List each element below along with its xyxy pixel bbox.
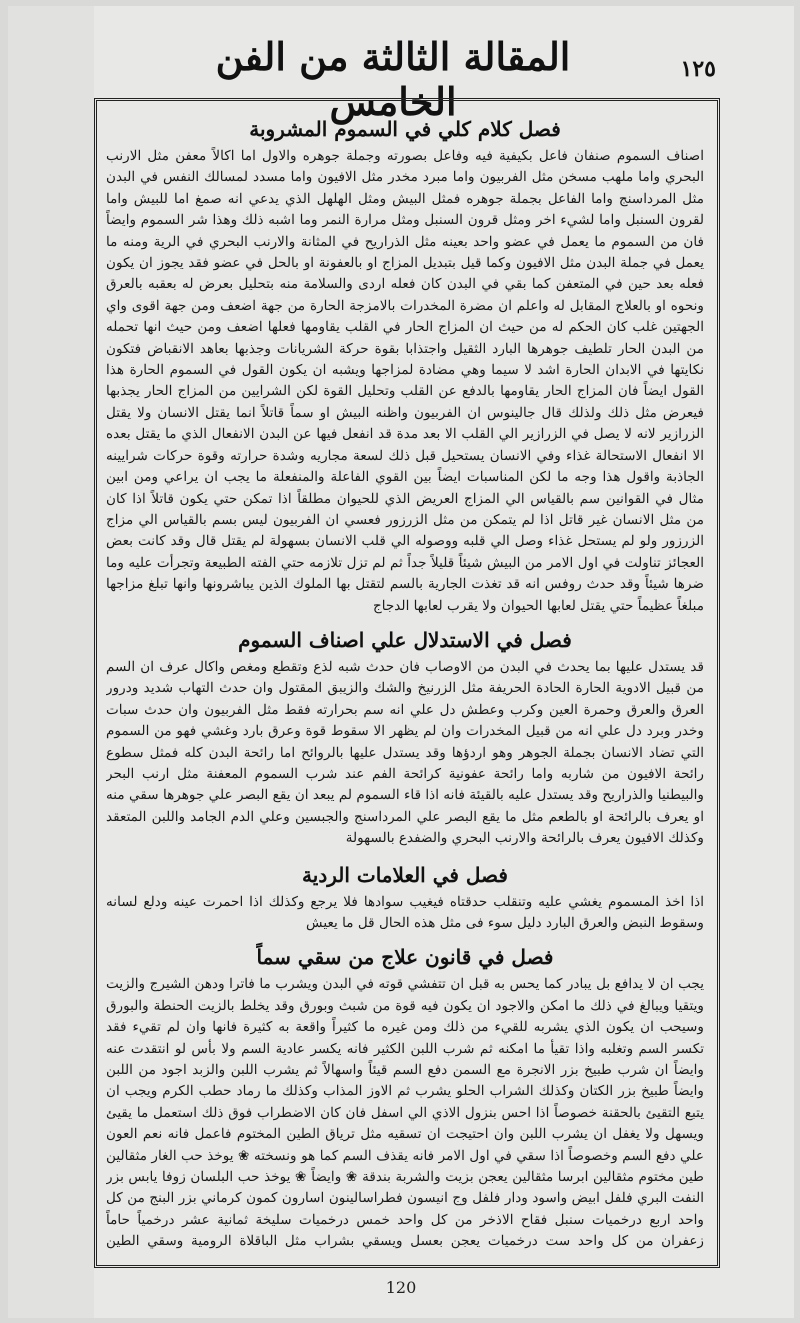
- section-poison-identification: [106, 627, 704, 850]
- page-number-bottom: 120: [385, 1278, 417, 1297]
- section-paragraph: قد يستدل عليها بما يحدث في البدن من الاوصاب فان حدث شبه لذع وتقطع ومغص واكال عرف ان السم من قبيل الادوية الحارة الحادة الحريفة مثل الزرنيخ والشك والزيبق المقتول وان حدث التهاب شديد ودرور العرق والعرق وحمرة العين وكرب وعطش دل علي انه سم بحرارته فقط مثل الفربيون وان حدث سبات وخدر وبرد دل علي انه من قبيل المخدرات وان لم يظهر الا سقوط قوة وعرق بارد وغشي فهو من السموم التي تضاد الانسان بجملة الجوهر وهو اردؤها وقد يستدل عليها بالروائح اما رائحة البدن كله فمثل سطوع رائحة الافيون من شاربه واما رائحة عفونية كرائحة الفم عند شرب السموم المعفنة مثل ارنب البحر والبيطنيا والذراريح وقد يستدل عليه بالقيئة فانه اذا قاء السموم لم يبعد ان يقع البصر علي جوهرها سقي منه او يعرف بالرائحة او بالطعم مثل ما يقع البصر علي المرداسنج والجبسين وعلي الدم الجامد واللبن المتعقد وكذلك الافيون يعرف بالرائحة والارنب البحري والضفدع بالسهولة: [106, 658, 704, 847]
- page-margin: [8, 6, 94, 1318]
- running-title: المقالة الثالثة من الفن الخامس: [215, 34, 571, 124]
- section-poisons-general: [106, 116, 704, 617]
- section-treatment-law: [106, 944, 704, 1256]
- section-paragraph: اذا اخذ المسموم يغشي عليه وتنقلب حدقتاه فيغيب سوادها فلا يرجع وكذلك اذا احمرت عينه ودلع لسانه وسقوط النبض والعرق البارد دليل سوء فى مثل هذه الحال قل ما يعيش: [106, 893, 704, 931]
- page-header: [8, 24, 794, 124]
- section-paragraph: اصناف السموم صنفان فاعل بكيفية فيه وفاعل بصورته وجملة جوهره والاول اما اكالاً معفن مثل الارنب البحري واما ملهب مسخن مثل الفربيون واما مبرد مخدر مثل الافيون واما مسدد لمسالك النفس في البدن مثل المرداسنج واما الفاعل بجملة جوهره فمثل البيش ومثل الهلهل الذي يدعي انه صمغ اما للبيش واما لقرون السنبل واما لشيء اخر ومثل قرون السنبل ومثل مرارة النمر وما اشبه ذلك وهذا شر السموم وايضاً فان من السموم ما يعمل في عضو واحد بعينه مثل الذراريح في المثانة والارنب البحري في الرية ومنه ما يعمل في جملة البدن مثل الافيون وكما قيل بتبديل المزاج او بالعفونة او بالحل في عضو فقد يجوز ان يكون فعله بعد حين في المتعفن كما بقي في البدن كان فعله اردى والسلامة منه بتحليل بعرض له بعقبه بالعرق ونحوه او بالعلاج المقابل له واعلم ان مضرة المخدرات بالامزجة الحارة من جهة اضعف ومن جهة اقوى واي الجهتين غلب كان الحكم له من حيث ان المزاج الحار في القلب يقاومها فعلها اضعف ومن حيث انها تحمله من البدن الحار تلطيف جوهرها البارد الثقيل واجتذابا بقوة حركة الشريانات وجذبها بعاهد الانقباض فتكون نكايتها في الابدان الحارة اشد لا سيما وهي مضادة لمزاجها ويشبه ان يكون القول في السموم الحارة هذا القول ايضاً فان المزاج الحار يقاومها بالدفع عن القلب وتحليل القوة لكن الشرايين من المزاج الحار يجذبها فيعرض مثل ذلك ولذلك قال جالينوس ان الفربيون واظنه البيش او سماً قاتلاً انما يقتل الانسان ولا يقتل الزرازير لانه لا يصل في الزرازير الي القلب الا بعد مدة قد انفعل فيها عن البدن الانفعال الذي ما يقتل بعده الا انفعال الاستحالة غذاء وفي الانسان يستحيل قبل ذلك لسعة مجاريه وشدة حرارته وقوة حركات شرايينه الجاذبة واقول هذا وجه ما لكن المناسبات ايضاً بين القوي الفاعلة والمنفعلة ما يجب ان يراعي ومن ابين مثال في القوانين سم بالقياس الي المزاج العريض الذي للحيوان مطلقاً اذا تمكن حتي يكون قاتلاً اذا كان من مثل الانسان غير قاتل اذا لم يتمكن من مثل الزرزور فعسي ان الفربيون ليس بسم بالقياس الي مزاج الزرزور ولو لم يستحل غذاء وصل الي قلبه ووصوله الي قلب الانسان بسهولة لم يقتل قال وقد كانت بعض العجائز تناولت في اول الامر من البيش شيئاً قليلاً جداً ثم لم تزل تلازمه حتي الفته الطبيعة وتجرأت عليه وما ضرها شيئاً وقد حدث روفس انه قد تغذت الجارية بالسم لتقتل بها الملوك الذين يباشرونها وانها تبلغ مزاجها مبلغاً عظيماً حتي يقتل لعابها الحيوان ولا يقرب لعابها الدجاج: [106, 148, 704, 614]
- book-page: [8, 6, 794, 1318]
- page-number-top: ١٢٥: [680, 56, 716, 82]
- page-body: [106, 106, 704, 1256]
- section-title: فصل في العلامات الردية: [302, 862, 508, 887]
- section-title: فصل كلام كلي في السموم المشروبة: [249, 117, 561, 141]
- section-paragraph: يجب ان لا يدافع بل يبادر كما يحس به قبل ان تتفشي قوته في البدن ويشرب ما فاترا ودهن الشيرج والزيت ويتقيا ويبالغ في ذلك ما امكن والاجود ان يكون فيه قوة من شبث وبورق وقد يخلط بالزيت الحنطة والبورق وسيحب ان يكون الذي يشربه للقيء من ذلك ومن غيره ما كثيراً واقعة به كثيرة فانها وان لم تقيء فقد تكسر السم وتغلبه واذا تقيأ ما امكنه ثم شرب اللبن الكثير فانه يكسر عادية السم ولا بأس لو انتقدت عنه وايضاً ان شرب طبيخ بزر الانجرة مع السمن دفع السم قيئاً واسهالاً ثم يشرب اللبن والزبد اجود من اللبن وايضاً طبيخ بزر الكتان وكذلك الشراب الحلو يشرب ثم الاوز المذاب وكذلك ما رماد حطب الكرم ويجب ان يتبع التقيئ بالحقنة خصوصاً اذا احس بنزول الاذي الي اسفل فان كان الاضطراب فوق ذلك استعمل ما يقيئ ويسهل ولا يغفل ان يشرب اللبن وان احتيجت ان تسقيه مثل ترياق الطين المختوم فاعمل فانه نعم العون علي دفع السم وخصوصاً اذا سقي في اول الامر فانه يقذف السم كما هو ونسخته ❀ يوخذ حب الغار مثقالين طين مختوم مثقالين ابرسا مثقالين يعجن بزيت والشربة بندقة ❀ وايضاً ❀ يوخذ حب البلسان زوفا يابس بزر النفت البري فلفل ابيض واسود ودار فلفل وج انيسون فطراسالينون اسارون كمون كرماني بزر البنج من كل واحد اربع درخميات سنبل فقاح الاذخر من كل واحد خمس درخميات سليخة ثمانية عشر درخمياً حاماً زعفران من كل واحد ست درخميات يعجن بعسل ويسقي بشراب مثل الباقلاة الرومية وسقي الطين: [106, 976, 704, 1250]
- section-title: فصل في الاستدلال علي اصناف السموم: [238, 627, 572, 652]
- section-bad-signs: [106, 862, 704, 935]
- section-title: فصل في قانون علاج من سقي سماً: [256, 945, 554, 970]
